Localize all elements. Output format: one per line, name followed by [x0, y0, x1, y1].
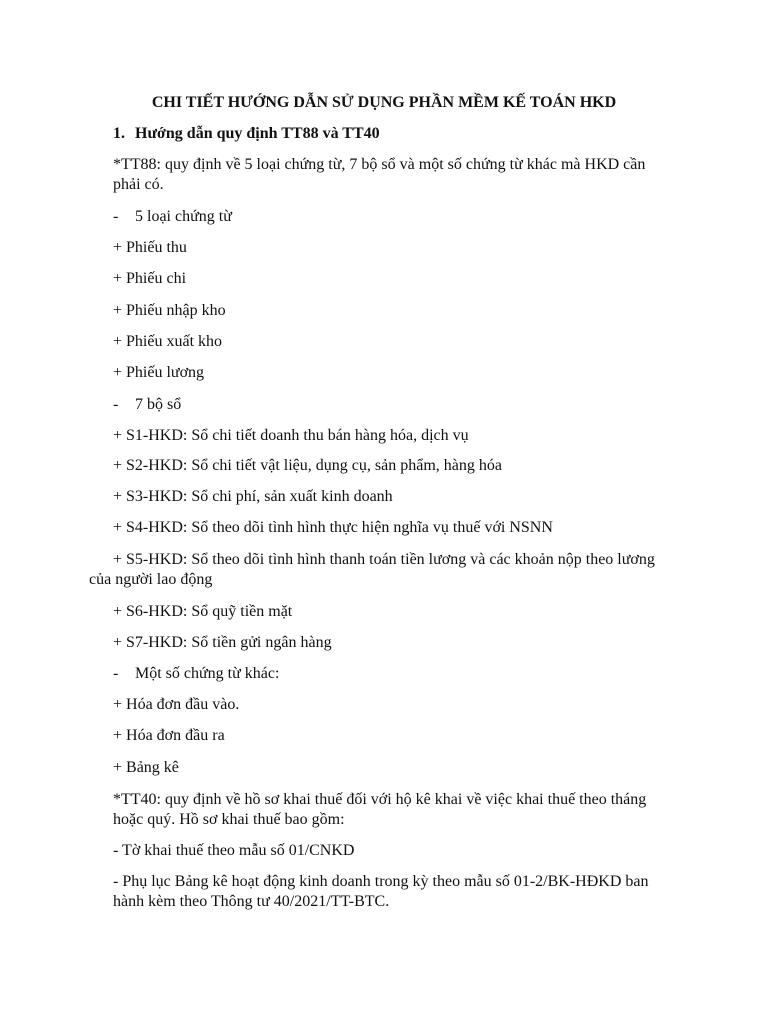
- voucher-group-label: 5 loại chứng từ: [135, 208, 232, 225]
- list-item: + Hóa đơn đầu ra: [113, 727, 225, 744]
- list-item: + Phiếu xuất kho: [113, 333, 223, 350]
- voucher-group-heading: [113, 207, 673, 227]
- list-item: - Tờ khai thuế theo mẫu số 01/CNKD: [113, 842, 355, 859]
- tt40-intro: *TT40: quy định về hồ sơ khai thuế đối với hộ kê khai về việc khai thuế theo tháng hoặc quý. Hồ sơ khai thuế bao gồm:: [113, 791, 647, 828]
- list-item: + Hóa đơn đầu vào.: [113, 696, 240, 713]
- list-item: + S7-HKD: Sổ tiền gửi ngân hàng: [113, 634, 332, 651]
- dash-marker: -: [113, 396, 119, 413]
- list-item: + Phiếu chi: [113, 270, 187, 287]
- list-item: + Bảng kê: [113, 759, 179, 776]
- section-heading: [113, 124, 380, 144]
- books-group-heading: [113, 395, 673, 415]
- document-title: CHI TIẾT HƯỚNG DẪN SỬ DỤNG PHẦN MỀM KẾ TOÁN HKD: [151, 94, 617, 111]
- other-group-label: Một số chứng từ khác:: [135, 665, 280, 682]
- list-item: + S5-HKD: Sổ theo dõi tình hình thanh toán tiền lương và các khoản nộp theo lương của người lao động: [89, 551, 655, 588]
- dash-marker: -: [113, 665, 119, 682]
- list-item: + Phiếu thu: [113, 239, 187, 256]
- list-item: + S6-HKD: Sổ quỹ tiền mặt: [113, 603, 293, 620]
- list-item: + Phiếu lương: [113, 364, 205, 381]
- list-item: - Phụ lục Bảng kê hoạt động kinh doanh trong kỳ theo mẫu số 01-2/BK-HĐKD ban hành kèm theo Thông tư 40/2021/TT-BTC.: [113, 873, 649, 910]
- list-item: + S2-HKD: Sổ chi tiết vật liệu, dụng cụ, sản phẩm, hàng hóa: [113, 457, 502, 474]
- list-item: + S3-HKD: Sổ chi phí, sản xuất kinh doanh: [113, 488, 393, 505]
- tt88-intro: *TT88: quy định về 5 loại chứng từ, 7 bộ sổ và một số chứng từ khác mà HKD cần phải có.: [113, 156, 646, 193]
- list-item: + S1-HKD: Sổ chi tiết doanh thu bán hàng hóa, dịch vụ: [113, 427, 469, 444]
- section-heading-text: Hướng dẫn quy định TT88 và TT40: [135, 125, 380, 142]
- list-item: + S4-HKD: Sổ theo dõi tình hình thực hiện nghĩa vụ thuế với NSNN: [113, 519, 553, 536]
- books-group-label: 7 bộ sổ: [135, 396, 182, 413]
- dash-marker: -: [113, 208, 119, 225]
- list-item: + Phiếu nhập kho: [113, 302, 226, 319]
- section-number: 1.: [113, 125, 125, 142]
- other-group-heading: [113, 664, 673, 684]
